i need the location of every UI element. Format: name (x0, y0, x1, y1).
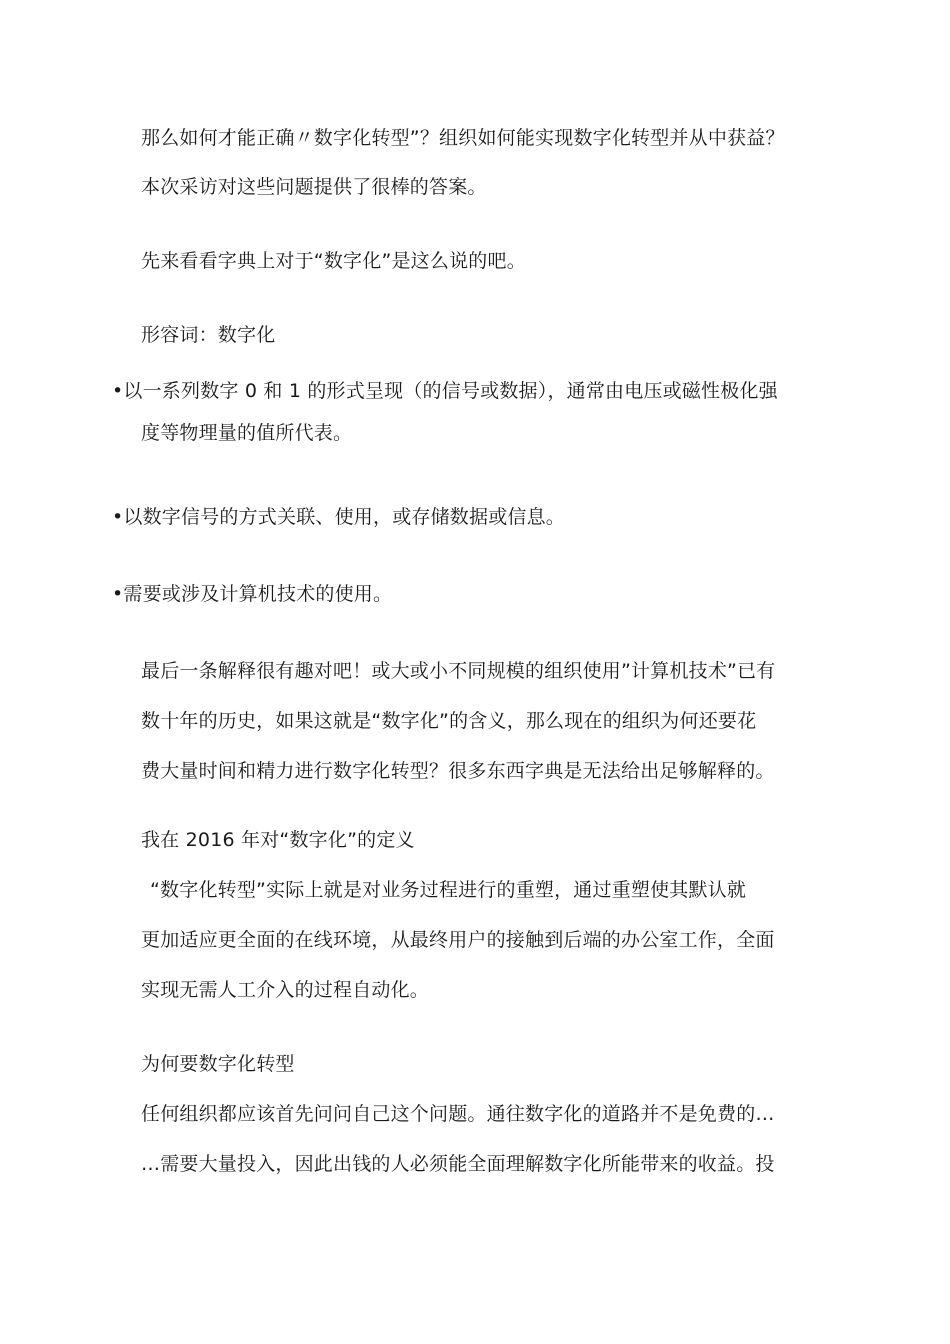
paragraph-line: …需要大量投入，因此出钱的人必须能全面理解数字化所能带来的收益。投 (141, 1153, 775, 1175)
paragraph-line: 那么如何才能正确〃数字化转型”？组织如何能实现数字化转型并从中获益？ (141, 127, 785, 149)
paragraph-line: “数字化转型”实际上就是对业务过程进行的重塑，通过重塑使其默认就 (150, 879, 747, 901)
bullet-item: •以一系列数字 0 和 1 的形式呈现（的信号或数据），通常由电压或磁性极化强 (112, 380, 778, 402)
paragraph-line: 更加适应更全面的在线环境，从最终用户的接触到后端的办公室工作，全面 (141, 929, 775, 951)
definition-heading: 形容词：数字化 (141, 324, 276, 346)
paragraph-line: 数十年的历史，如果这就是“数字化”的含义，那么现在的组织为何还要花 (141, 710, 757, 732)
bullet-item: •以数字信号的方式关联、使用，或存储数据或信息。 (112, 506, 566, 528)
section-heading: 我在 2016 年对“数字化”的定义 (141, 829, 415, 851)
paragraph-line: 本次采访对这些问题提供了很棒的答案。 (141, 176, 487, 198)
paragraph-line: 任何组织都应该首先问问自己这个问题。通往数字化的道路并不是免费的… (141, 1103, 775, 1125)
bullet-item-continuation: 度等物理量的值所代表。 (141, 422, 353, 444)
paragraph-line: 实现无需人工介入的过程自动化。 (141, 979, 430, 1001)
paragraph-line: 先来看看字典上对于“数字化”是这么说的吧。 (141, 250, 526, 272)
bullet-item: •需要或涉及计算机技术的使用。 (112, 583, 393, 605)
paragraph-line: 最后一条解释很有趣对吧！或大或小不同规模的组织使用”计算机技术”已有 (141, 660, 776, 682)
section-heading: 为何要数字化转型 (141, 1053, 295, 1075)
paragraph-line: 费大量时间和精力进行数字化转型？很多东西字典是无法给出足够解释的。 (141, 760, 775, 782)
